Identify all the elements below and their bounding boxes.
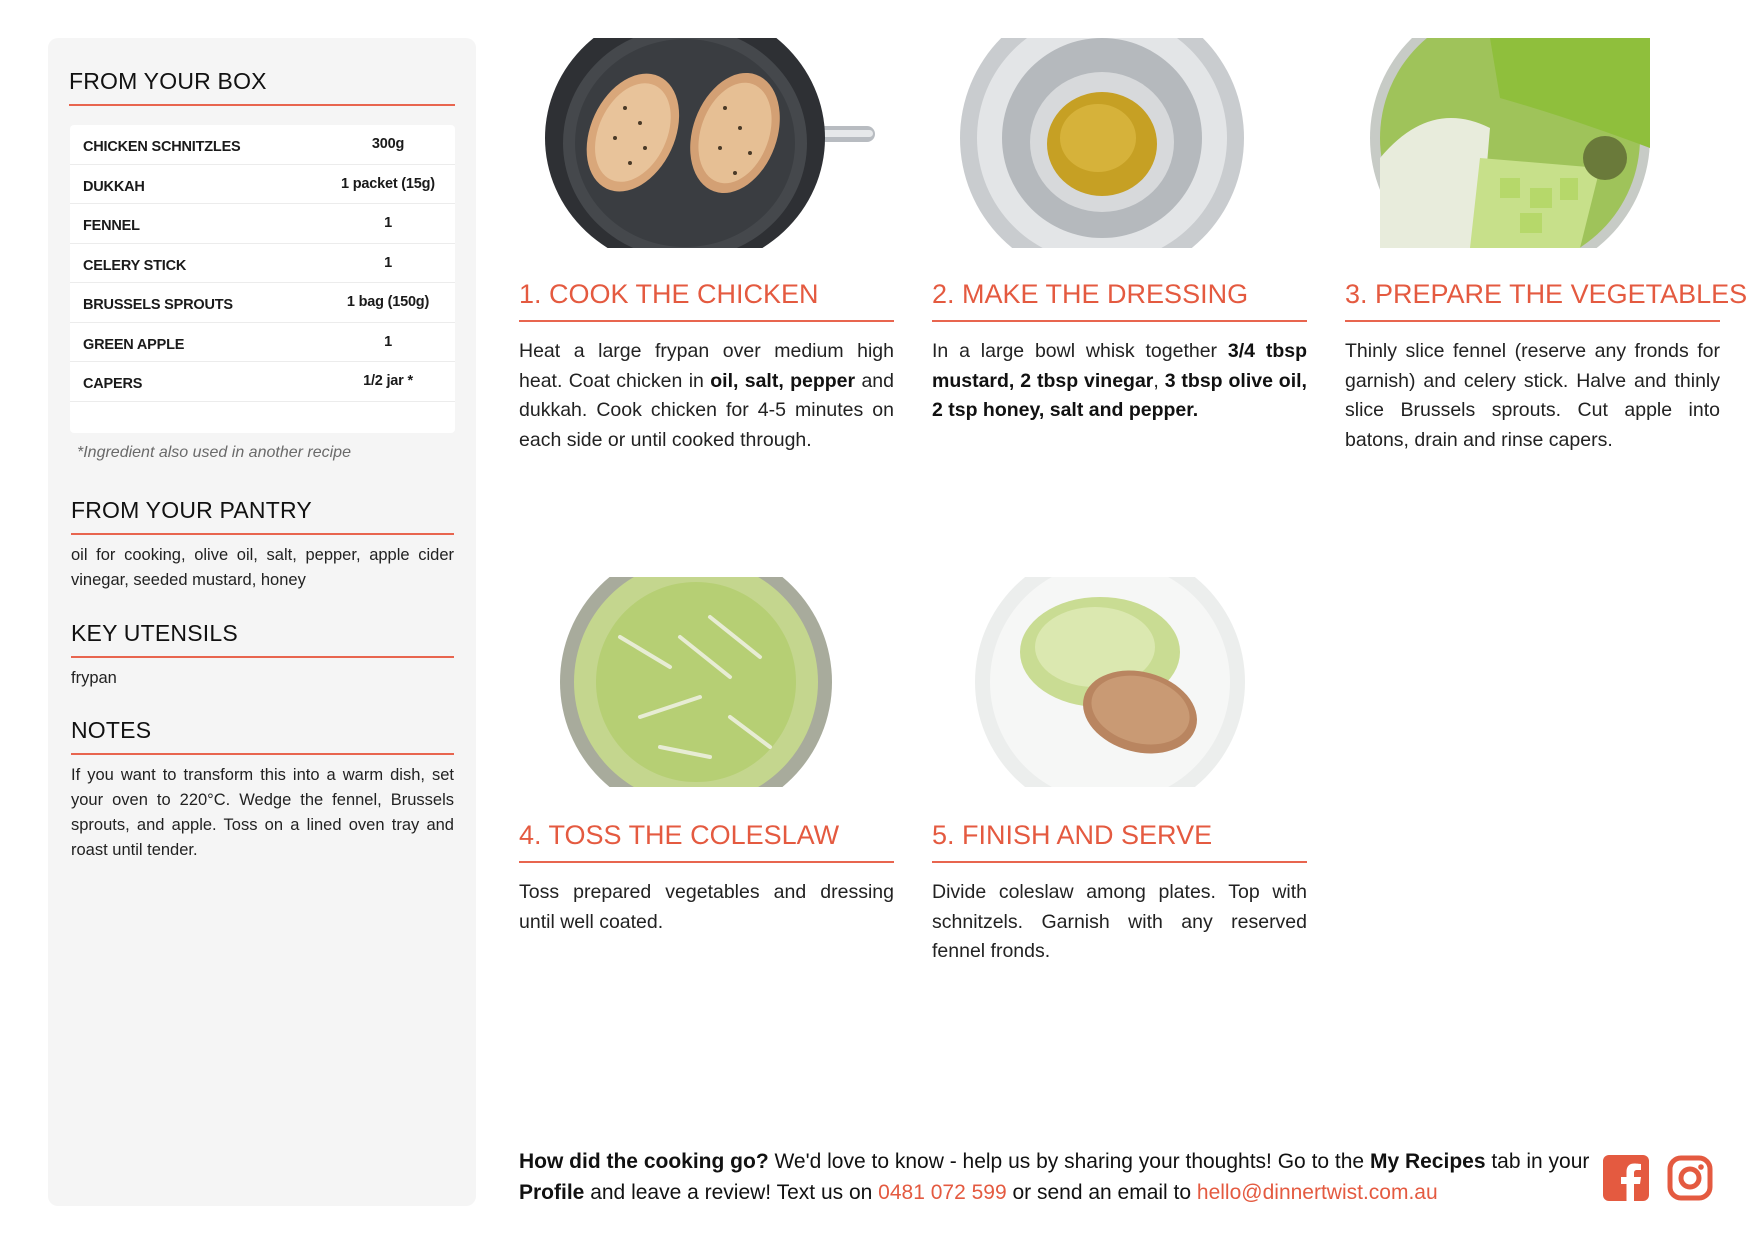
- ingredient-qty: 300g: [371, 136, 405, 153]
- step-1-text-part: Heat a large frypan over medium high heat. Coat chicken in: [519, 340, 894, 392]
- footer-question: How did the cooking go?: [519, 1150, 769, 1173]
- email-link[interactable]: hello@dinnertwist.com.au: [1196, 1181, 1438, 1204]
- step-2-title: 2. MAKE THE DRESSING: [932, 279, 1249, 309]
- pantry-text: oil for cooking, olive oil, salt, pepper, apple cider vinegar, seeded mustard, honey: [71, 546, 454, 589]
- step-5-title: 5. FINISH AND SERVE: [932, 820, 1213, 850]
- frypan-chicken-photo: [545, 38, 885, 248]
- step-1-text-bold: oil, salt, pepper: [710, 369, 856, 392]
- vegetables-photo: [1370, 38, 1650, 248]
- step-1-text-part: and dukkah. Cook chicken for 4-5 minutes on each side or until cooked through.: [519, 369, 895, 451]
- ingredient-row: [70, 362, 455, 402]
- plated-dish-photo: [975, 577, 1245, 787]
- facebook-icon[interactable]: [1603, 1155, 1649, 1201]
- ingredient-row: [70, 125, 455, 165]
- ingredient-row: [70, 283, 455, 323]
- phone-link[interactable]: 0481 072 599: [878, 1181, 1007, 1204]
- footer-text: or send an email to: [1006, 1181, 1197, 1204]
- step-2-text-part: ,: [1153, 369, 1165, 392]
- dressing-bowl-photo: [960, 38, 1245, 248]
- step-2-text: [932, 337, 1307, 426]
- ingredients-table: [70, 125, 455, 433]
- pantry-divider: [71, 533, 454, 535]
- step-2-text-bold: 3/4 tbsp mustard, 2 tbsp vinegar: [932, 340, 1307, 392]
- notes-title: NOTES: [71, 717, 152, 743]
- step-4-divider: [519, 861, 894, 863]
- ingredient-row: [70, 244, 455, 284]
- coleslaw-bowl-photo: [560, 577, 832, 787]
- step-2-text-part: In a large bowl whisk together: [932, 340, 1228, 362]
- step-1-divider: [519, 320, 894, 322]
- ingredient-row: [70, 204, 455, 244]
- ingredient-name: BRUSSELS SPROUTS: [83, 297, 233, 314]
- ingredient-row: [70, 323, 455, 363]
- from-box-divider: [69, 104, 455, 106]
- step-2-text-bold: 3 tbsp olive oil, 2 tsp honey, salt and pepper.: [932, 369, 1307, 421]
- step-3-text: Thinly slice fennel (reserve any fronds for garnish) and celery stick. Halve and thinly slice Brussels sprouts. Cut apple into batons, drain and rinse capers.: [1345, 340, 1720, 451]
- ingredient-qty: 1: [384, 215, 392, 232]
- instagram-icon[interactable]: [1667, 1155, 1713, 1201]
- ingredient-name: CHICKEN SCHNITZLES: [83, 139, 241, 156]
- step-4-title: 4. TOSS THE COLESLAW: [519, 820, 840, 850]
- ingredient-qty: 1 bag (150g): [346, 294, 430, 311]
- from-box-title: FROM YOUR BOX: [69, 68, 267, 94]
- ingredient-name: CAPERS: [83, 376, 143, 393]
- ingredient-qty: 1 packet (15g): [341, 175, 435, 192]
- ingredient-qty: 1: [384, 254, 392, 271]
- pantry-title: FROM YOUR PANTRY: [71, 497, 312, 523]
- ingredient-footnote: *Ingredient also used in another recipe: [77, 444, 351, 461]
- my-recipes-link[interactable]: My Recipes: [1369, 1150, 1486, 1173]
- step-1-text: [519, 337, 894, 455]
- profile-link[interactable]: Profile: [519, 1181, 585, 1204]
- ingredient-name: DUKKAH: [83, 178, 145, 195]
- ingredient-qty: 1/2 jar *: [363, 373, 413, 390]
- notes-divider: [71, 753, 454, 755]
- ingredient-qty: 1: [384, 333, 392, 350]
- notes-text: If you want to transform this into a warm dish, set your oven to 220°C. Wedge the fennel, Brussels sprouts, and apple. Toss on a lined oven tray and roast until tender.: [71, 766, 454, 859]
- footer-text: tab in your: [1485, 1150, 1590, 1173]
- ingredient-name: FENNEL: [83, 218, 140, 235]
- footer-text: We'd love to know - help us by sharing your thoughts! Go to the: [768, 1150, 1370, 1173]
- ingredient-name: GREEN APPLE: [83, 336, 185, 353]
- step-4-text: Toss prepared vegetables and dressing until well coated.: [519, 881, 894, 933]
- step-5-text: Divide coleslaw among plates. Top with schnitzels. Garnish with any reserved fennel fronds.: [932, 881, 1307, 962]
- ingredient-name: CELERY STICK: [83, 257, 187, 274]
- utensils-title: KEY UTENSILS: [71, 620, 238, 646]
- step-1-title: 1. COOK THE CHICKEN: [519, 279, 819, 309]
- step-5-divider: [932, 861, 1307, 863]
- feedback-footer: [519, 1146, 1599, 1208]
- footer-text: and leave a review! Text us on: [584, 1181, 879, 1204]
- step-2-divider: [932, 320, 1307, 322]
- utensils-divider: [71, 656, 454, 658]
- ingredient-row: [70, 165, 455, 205]
- utensils-text: frypan: [71, 669, 117, 687]
- step-3-title: 3. PREPARE THE VEGETABLES: [1345, 279, 1748, 309]
- step-3-divider: [1345, 320, 1720, 322]
